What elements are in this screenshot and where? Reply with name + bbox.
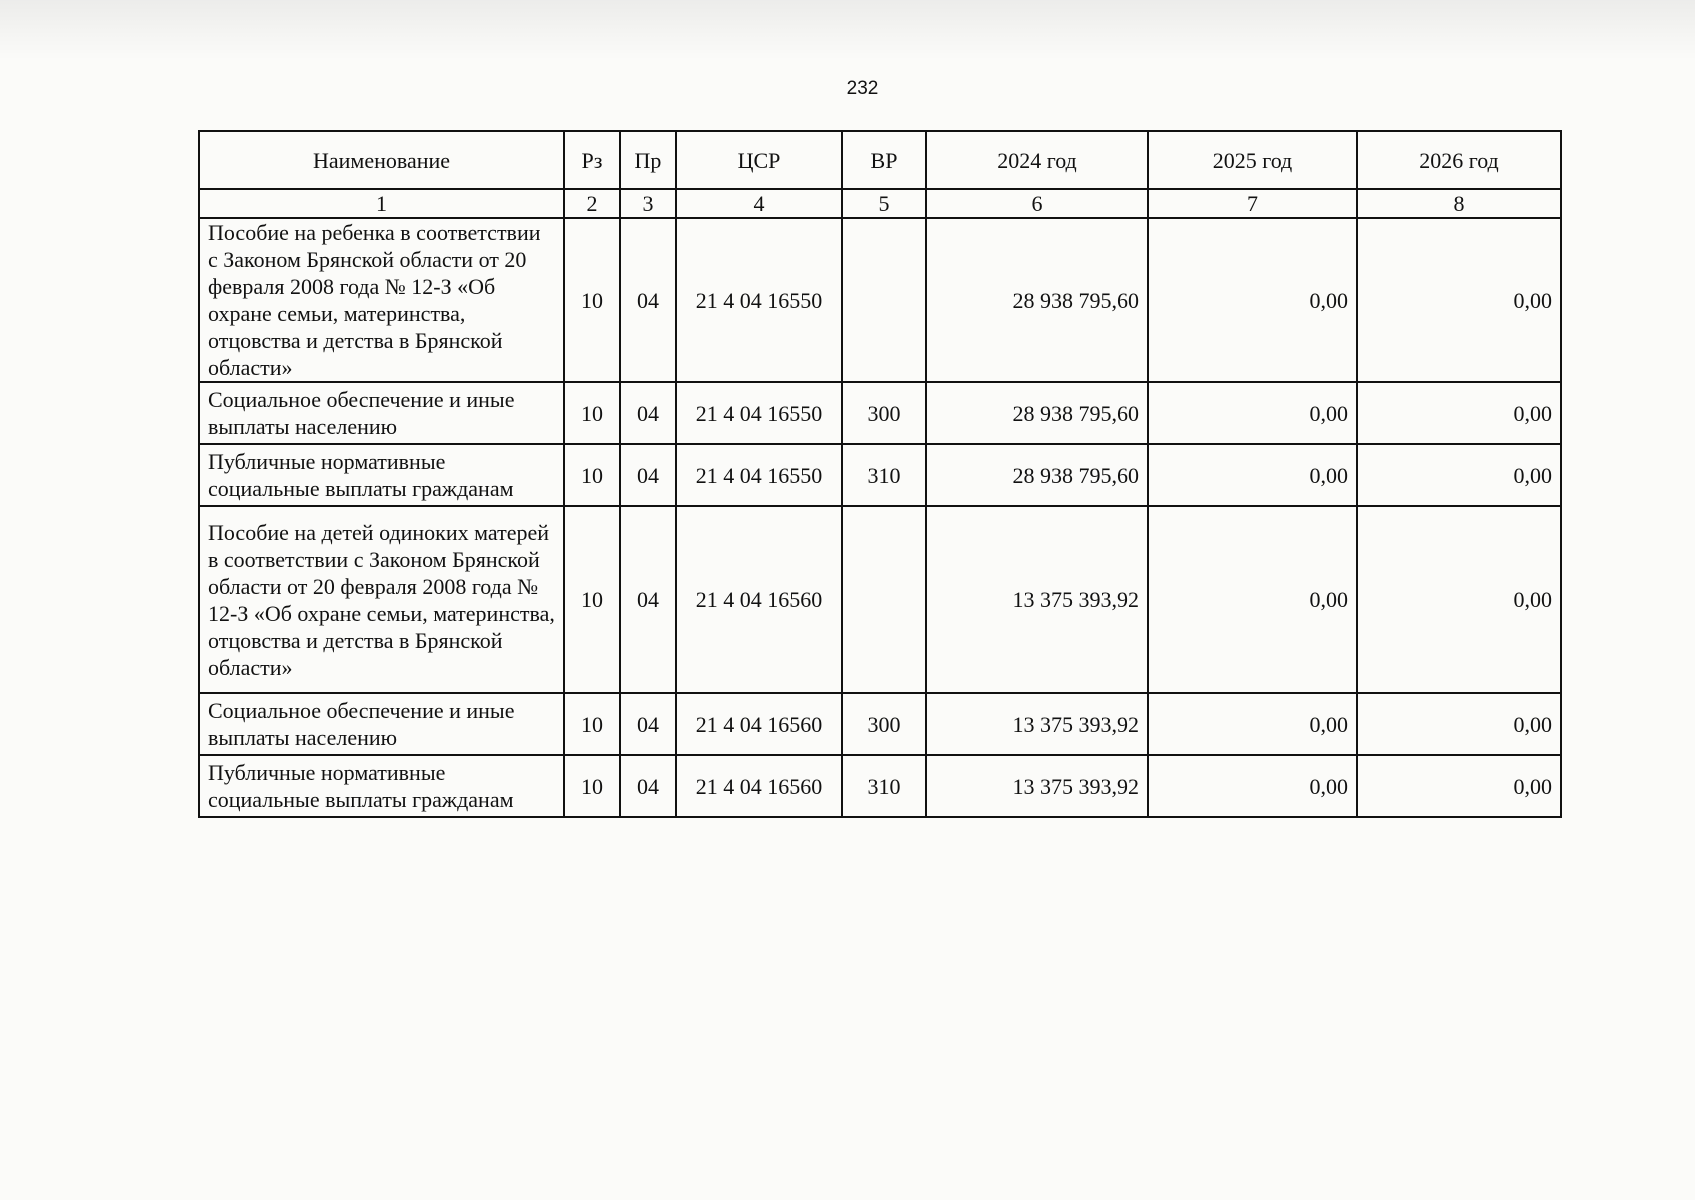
row-csr: 21 4 04 16550 xyxy=(676,444,842,506)
row-2025: 0,00 xyxy=(1148,382,1357,444)
table-row xyxy=(199,693,1561,755)
row-csr: 21 4 04 16550 xyxy=(676,218,842,382)
row-rz: 10 xyxy=(564,444,620,506)
row-pr: 04 xyxy=(620,506,676,693)
column-number: 1 xyxy=(199,189,564,218)
row-2026: 0,00 xyxy=(1357,218,1561,382)
header-cell-2026: 2026 год xyxy=(1357,131,1561,189)
table-row xyxy=(199,755,1561,817)
row-csr: 21 4 04 16550 xyxy=(676,382,842,444)
row-name: Социальное обеспечение и иные выплаты населению xyxy=(199,693,564,755)
row-name: Социальное обеспечение и иные выплаты населению xyxy=(199,382,564,444)
row-2024: 28 938 795,60 xyxy=(926,444,1148,506)
column-number: 2 xyxy=(564,189,620,218)
column-number: 3 xyxy=(620,189,676,218)
page-number: 232 xyxy=(846,78,879,99)
table-row xyxy=(199,444,1561,506)
header-cell-2025: 2025 год xyxy=(1148,131,1357,189)
row-2026: 0,00 xyxy=(1357,444,1561,506)
row-rz: 10 xyxy=(564,382,620,444)
row-2025: 0,00 xyxy=(1148,218,1357,382)
row-2026: 0,00 xyxy=(1357,382,1561,444)
row-2025: 0,00 xyxy=(1148,693,1357,755)
table-row xyxy=(199,218,1561,382)
row-pr: 04 xyxy=(620,693,676,755)
row-pr: 04 xyxy=(620,382,676,444)
row-name: Пособие на ребенка в соответствии с Законом Брянской области от 20 февраля 2008 года № 12-З «Об охране семьи, материнства, отцовства и детства в Брянской области» xyxy=(199,218,564,382)
row-rz: 10 xyxy=(564,755,620,817)
header-row xyxy=(199,131,1561,189)
row-csr: 21 4 04 16560 xyxy=(676,506,842,693)
row-pr: 04 xyxy=(620,218,676,382)
row-rz: 10 xyxy=(564,218,620,382)
row-csr: 21 4 04 16560 xyxy=(676,755,842,817)
row-pr: 04 xyxy=(620,755,676,817)
header-cell-csr: ЦСР xyxy=(676,131,842,189)
row-vr xyxy=(842,218,926,382)
row-2026: 0,00 xyxy=(1357,693,1561,755)
column-number-row xyxy=(199,189,1561,218)
budget-table xyxy=(198,130,1562,818)
column-number: 7 xyxy=(1148,189,1357,218)
column-number: 5 xyxy=(842,189,926,218)
column-number: 4 xyxy=(676,189,842,218)
row-2026: 0,00 xyxy=(1357,506,1561,693)
header-cell-pr: Пр xyxy=(620,131,676,189)
header-cell-2024: 2024 год xyxy=(926,131,1148,189)
row-2024: 28 938 795,60 xyxy=(926,218,1148,382)
row-rz: 10 xyxy=(564,506,620,693)
row-2024: 13 375 393,92 xyxy=(926,755,1148,817)
table-row xyxy=(199,382,1561,444)
row-2025: 0,00 xyxy=(1148,506,1357,693)
row-rz: 10 xyxy=(564,693,620,755)
row-2025: 0,00 xyxy=(1148,444,1357,506)
row-2024: 13 375 393,92 xyxy=(926,506,1148,693)
row-2024: 28 938 795,60 xyxy=(926,382,1148,444)
column-number: 6 xyxy=(926,189,1148,218)
row-vr: 300 xyxy=(842,693,926,755)
header-cell-name: Наименование xyxy=(199,131,564,189)
row-vr: 300 xyxy=(842,382,926,444)
row-pr: 04 xyxy=(620,444,676,506)
row-vr xyxy=(842,506,926,693)
column-number: 8 xyxy=(1357,189,1561,218)
header-cell-vr: ВР xyxy=(842,131,926,189)
row-vr: 310 xyxy=(842,444,926,506)
row-2024: 13 375 393,92 xyxy=(926,693,1148,755)
scan-top-shadow xyxy=(0,0,1695,60)
row-name: Публичные нормативные социальные выплаты гражданам xyxy=(199,755,564,817)
header-cell-rz: Рз xyxy=(564,131,620,189)
row-2026: 0,00 xyxy=(1357,755,1561,817)
row-2025: 0,00 xyxy=(1148,755,1357,817)
table-row xyxy=(199,506,1561,693)
row-name: Публичные нормативные социальные выплаты гражданам xyxy=(199,444,564,506)
row-name: Пособие на детей одиноких матерей в соответствии с Законом Брянской области от 20 февраля 2008 года № 12-З «Об охране семьи, материнства, отцовства и детства в Брянской области» xyxy=(199,506,564,693)
row-vr: 310 xyxy=(842,755,926,817)
row-csr: 21 4 04 16560 xyxy=(676,693,842,755)
